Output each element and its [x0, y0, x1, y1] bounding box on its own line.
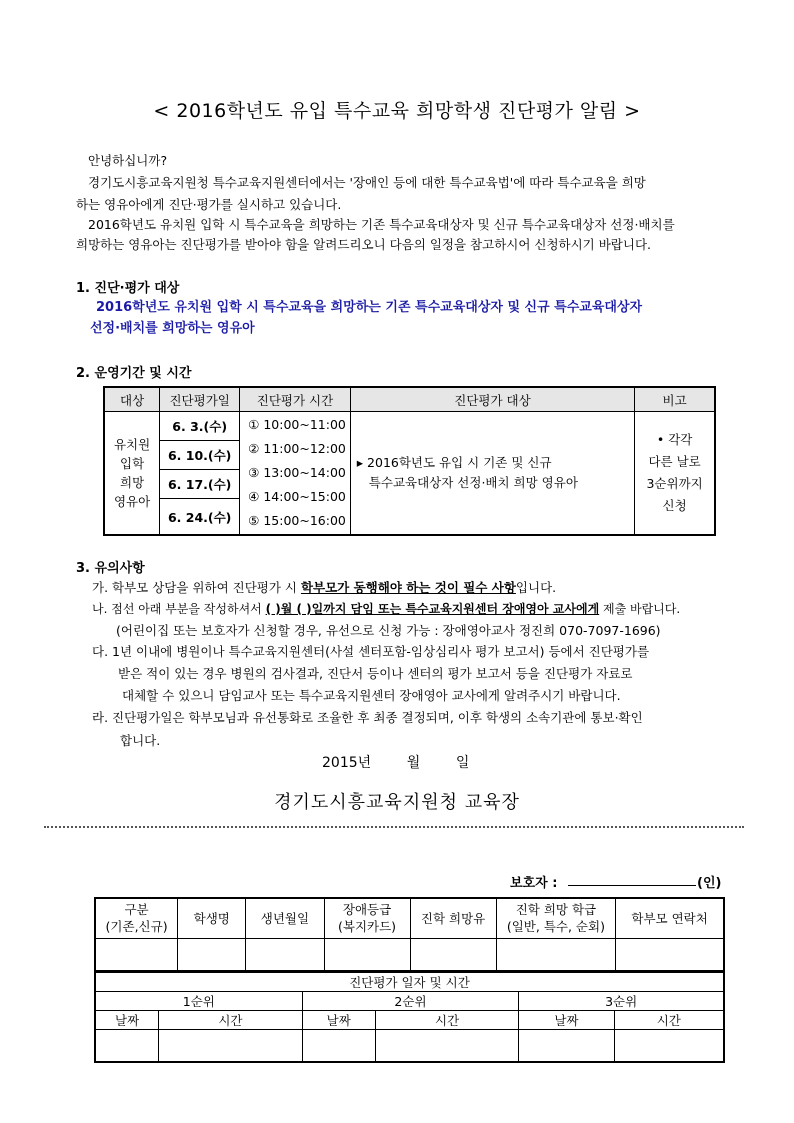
input-school[interactable] — [410, 938, 496, 971]
note-da-1: 다. 1년 이내에 병원이나 특수교육지원센터(사설 센터포함-임상심리사 평가 보고서) 등에서 진단평가를 — [92, 644, 650, 659]
input-rank2-time[interactable] — [375, 1030, 518, 1062]
note-na: 나. 점선 아래 부분을 작성하셔서 ( )월 ( )일까지 담임 또는 특수교육지원센터 장애영아 교사에게 제출 바랍니다. — [92, 602, 681, 616]
date-3: 6. 17.(수) — [160, 470, 240, 499]
note-da-2: 받은 적이 있는 경우 병원의 검사결과, 진단서 등이나 센터의 평가 보고서 등을 진단평가 자료로 — [118, 666, 633, 681]
intro-line-1b: 하는 영유아에게 진단·평가를 실시하고 있습니다. — [76, 197, 342, 212]
date-1: 6. 3.(수) — [160, 412, 240, 441]
section3-heading: 3. 유의사항 — [76, 561, 145, 576]
header-time: 진단평가 시간 — [240, 387, 351, 412]
cut-line — [44, 826, 744, 828]
issuer: 경기도시흥교육지원청 교육장 — [274, 792, 520, 813]
header-note: 비고 — [635, 387, 715, 412]
input-category[interactable] — [95, 938, 178, 971]
subject-cell: ▸ 2016학년도 유입 시 기존 및 신규 특수교육대상자 선정·배치 희망 영유아 — [350, 412, 634, 536]
input-student-name[interactable] — [178, 938, 246, 971]
greeting: 안녕하십니까? — [88, 153, 168, 168]
input-birthdate[interactable] — [246, 938, 324, 971]
intro-line-2a: 2016학년도 유치원 입학 시 특수교육을 희망하는 기존 특수교육대상자 및 신규 특수교육대상자 선정·배치를 — [88, 217, 675, 232]
input-class-type[interactable] — [496, 938, 616, 971]
seal-label: (인) — [697, 876, 722, 891]
schedule-form-table — [94, 971, 725, 1063]
student-form-table — [94, 897, 725, 972]
col-school: 진학 희망유 — [410, 898, 496, 938]
rank3-date-label: 날짜 — [519, 1011, 614, 1030]
target-cell: 유치원 입학 희망 영유아 — [104, 412, 160, 536]
rank2-date-label: 날짜 — [302, 1011, 375, 1030]
input-rank1-date[interactable] — [95, 1030, 159, 1062]
section1-heading: 1. 진단·평가 대상 — [76, 281, 180, 296]
note-ra-1: 라. 진단평가일은 학부모님과 유선통화로 조율한 후 최종 결정되며, 이후 학생의 소속기관에 통보·확인 — [92, 710, 643, 725]
section1-line1: 2016학년도 유치원 입학 시 특수교육을 희망하는 기존 특수교육대상자 및 신규 특수교육대상자 — [96, 300, 643, 315]
date-4: 6. 24.(수) — [160, 499, 240, 536]
header-date: 진단평가일 — [160, 387, 240, 412]
rank3-time-label: 시간 — [614, 1011, 724, 1030]
section2-heading: 2. 운영기간 및 시간 — [76, 366, 192, 381]
time-list: ① 10:00~11:00 ② 11:00~12:00 ③ 13:00~14:00 ④ 14:00~15:00 ⑤ 15:00~16:00 — [240, 412, 351, 536]
section1-line2: 선정·배치를 희망하는 영유아 — [90, 321, 255, 336]
guardian-field[interactable] — [568, 885, 696, 886]
col-birthdate: 생년월일 — [246, 898, 324, 938]
col-disability: 장애등급 (복지카드) — [324, 898, 410, 938]
schedule-form-title: 진단평가 일자 및 시간 — [95, 972, 724, 992]
date-line: 2015년 월 일 — [322, 755, 470, 771]
note-ra-2: 합니다. — [120, 733, 161, 748]
note-ga: 가. 학부모 상담을 위하여 진단평가 시 학부모가 동행해야 하는 것이 필수 사항입니다. — [92, 580, 557, 595]
intro-line-2b: 희망하는 영유아는 진단평가를 받아야 함을 알려드리오니 다음의 일정을 참고하시어 신청하시기 바랍니다. — [76, 237, 652, 252]
rank-1: 1순위 — [95, 992, 302, 1011]
rank1-date-label: 날짜 — [95, 1011, 159, 1030]
header-target: 대상 — [104, 387, 160, 412]
note-na-sub: (어린이집 또는 보호자가 신청할 경우, 유선으로 신청 가능 : 장애영아교사 정진희 070-7097-1696) — [116, 623, 661, 638]
input-contact[interactable] — [616, 938, 724, 971]
col-category: 구분 (기존,신규) — [95, 898, 178, 938]
input-rank3-time[interactable] — [614, 1030, 724, 1062]
schedule-table — [103, 386, 716, 536]
note-da-3: 대체할 수 있으니 담임교사 또는 특수교육지원센터 장애영아 교사에게 알려주시기 바랍니다. — [122, 688, 621, 703]
rank2-time-label: 시간 — [375, 1011, 518, 1030]
input-rank1-time[interactable] — [159, 1030, 302, 1062]
note-cell: • 각각 다른 날로 3순위까지 신청 — [635, 412, 715, 536]
input-rank2-date[interactable] — [302, 1030, 375, 1062]
header-subject: 진단평가 대상 — [350, 387, 634, 412]
col-contact: 학부모 연락처 — [616, 898, 724, 938]
guardian-label: 보호자 : — [510, 876, 558, 891]
page-title: < 2016학년도 유입 특수교육 희망학생 진단평가 알림 > — [153, 100, 641, 122]
input-disability[interactable] — [324, 938, 410, 971]
rank-3: 3순위 — [519, 992, 724, 1011]
input-rank3-date[interactable] — [519, 1030, 614, 1062]
intro-line-1a: 경기도시흥교육지원청 특수교육지원센터에서는 '장애인 등에 대한 특수교육법'에 따라 특수교육을 희망 — [88, 175, 646, 190]
rank-2: 2순위 — [302, 992, 519, 1011]
col-class-type: 진학 희망 학급 (일반, 특수, 순회) — [496, 898, 616, 938]
col-student-name: 학생명 — [178, 898, 246, 938]
rank1-time-label: 시간 — [159, 1011, 302, 1030]
date-2: 6. 10.(수) — [160, 441, 240, 470]
